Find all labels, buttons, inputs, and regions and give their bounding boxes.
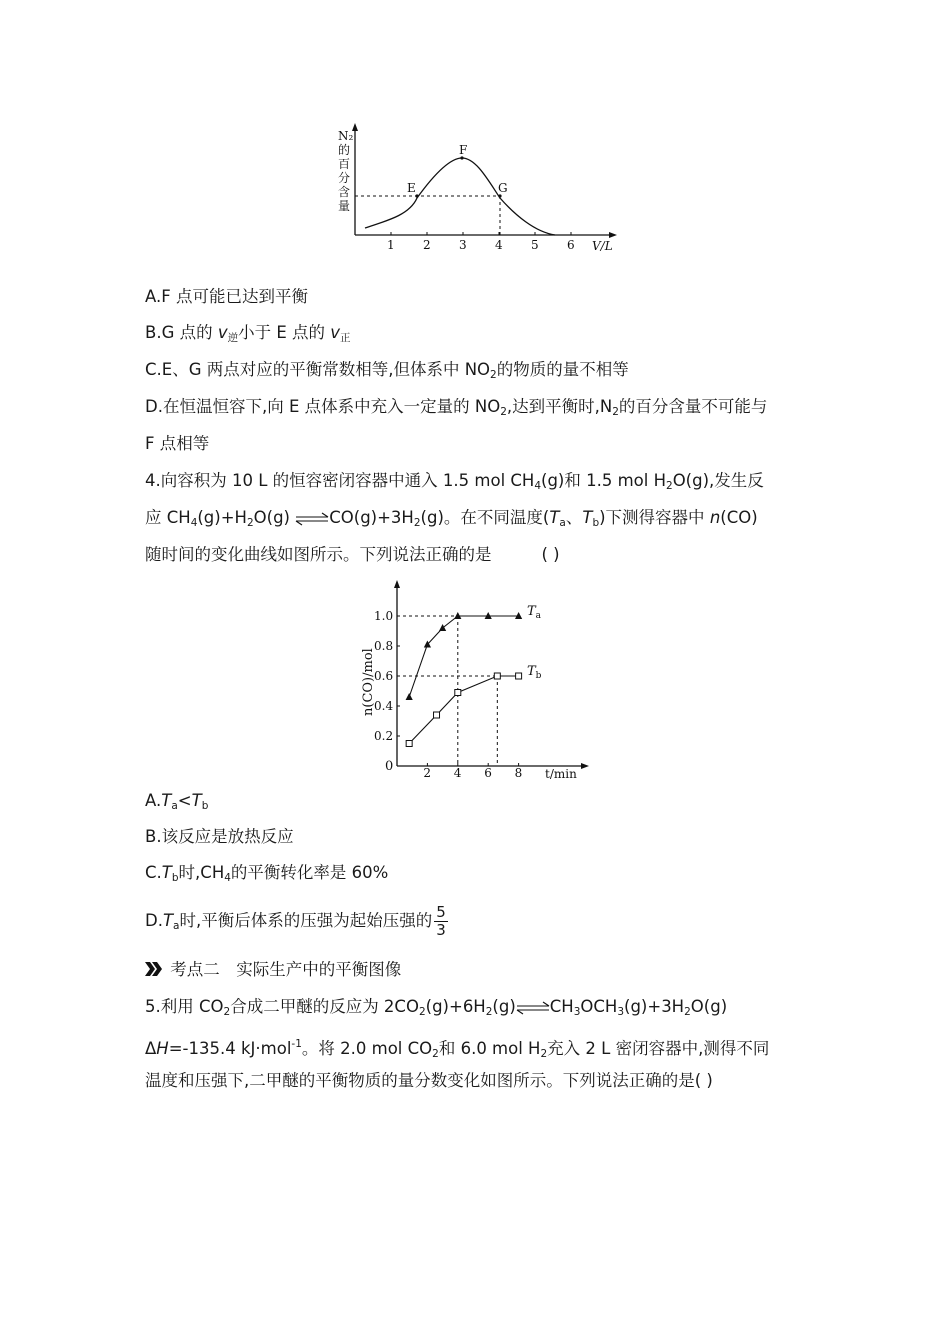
x-axis-label: V/L (592, 239, 613, 253)
q3-option-c: C.E、G 两点对应的平衡常数相等,但体系中 $NO_2$的物质的量不相等 (145, 360, 629, 381)
point-tb (406, 741, 412, 747)
point-e-marker (415, 194, 418, 197)
figure-nco-chart (355, 576, 595, 781)
q3-option-b: B.G 点的 $v_逆$小于 E 点的 $v_正$ (145, 323, 351, 344)
axis-ticks (374, 609, 522, 780)
x-tick-label: 8 (514, 766, 523, 780)
x-tick-label: 4 (495, 238, 503, 252)
y-tick-label: 0.8 (374, 639, 394, 653)
y-axis-arrow (394, 580, 400, 588)
point-tb (516, 673, 522, 679)
series-line-ta (409, 616, 518, 697)
y-label-char: 含 (338, 185, 351, 199)
origin-label: 0 (385, 759, 394, 774)
q4-option-d: $D.T_a$时,平衡后体系的压强为起始压强的 $\frac{5}{3}$ (145, 903, 446, 939)
x-tick-label: 4 (453, 766, 462, 780)
q5-stem-line3: 温度和压强下,二甲醚的平衡物质的量分数变化如图所示。下列说法正确的是( ) (145, 1071, 713, 1090)
y-tick-label: 0.2 (374, 729, 394, 743)
x-axis-arrow (581, 763, 589, 769)
q5-stem-line1: 5.利用 $CO_2$合成二甲醚的反应为 $2CO_2(g)+6H_2(g)$ $CH_3OCH_3(g)+3H_2O(g)$ (145, 997, 728, 1018)
figure-n2-curve (330, 120, 620, 255)
point-tb (434, 712, 440, 718)
point-tb (455, 690, 461, 696)
x-tick-label: 6 (484, 766, 492, 780)
point-ta (439, 624, 446, 631)
y-tick-label: 1.0 (374, 609, 394, 623)
point-g-label: G (498, 181, 508, 195)
q3-option-a (145, 285, 308, 309)
point-e-label: E (407, 181, 416, 195)
q4-option-a: $A.T_a<T_b$ (145, 791, 209, 812)
double-chevron-icon (145, 962, 163, 976)
q4-stem-line3: 随时间的变化曲线如图所示。下列说法正确的是 ( ) (145, 545, 560, 564)
fraction-5-3: $\frac{5}{3}$ (436, 903, 446, 939)
series-ta-label: $T_a$ (527, 604, 542, 621)
series-tb-label: $T_b$ (527, 664, 542, 681)
q4-stem-line2: 应 $CH_4(g)+H_2O(g)$ $CO(g)+3H_2(g)$。在不同温度($T_a$、$T_b$)下测得容器中 n(CO) (145, 508, 758, 529)
q3-option-a-text: A.F 点可能已达到平衡 (145, 287, 308, 306)
answer-blank: ( ) (541, 545, 560, 564)
q3-option-d-line1: D.在恒温恒容下,向 E 点体系中充入一定量的 $NO_2$,达到平衡时$,N_2$的百分含量不可能与 (145, 397, 768, 418)
y-tick-label: 0.6 (374, 669, 394, 683)
y-axis-label (338, 129, 354, 213)
x-tick-label: 1 (387, 238, 395, 252)
point-ta (406, 693, 413, 700)
x-tick-label: 3 (459, 238, 467, 252)
q3-option-d-line2: F 点相等 (145, 434, 210, 453)
series-line-tb (409, 676, 518, 744)
section-header (145, 958, 401, 982)
y-label-char: 分 (338, 171, 351, 185)
series-group (406, 612, 523, 747)
y-tick-label: 0.4 (374, 699, 394, 713)
point-f-label: F (459, 143, 468, 157)
equilibrium-arrow-icon (295, 512, 329, 526)
y-axis-label: n(CO)/mol (361, 648, 376, 716)
y-label-char: 量 (338, 199, 351, 213)
y-label-char: 的 (338, 143, 351, 157)
x-axis-arrow (609, 232, 617, 238)
q4-option-c: $C.T_b$时$,CH_4$的平衡转化率是 60% (145, 863, 389, 884)
y-label-char: 百 (338, 157, 351, 171)
section-title: 考点二 实际生产中的平衡图像 (170, 960, 402, 979)
x-tick-label: 6 (567, 238, 575, 252)
q4-option-b: B.该反应是放热反应 (145, 827, 294, 846)
x-axis-label: t/min (545, 767, 577, 781)
x-tick-label: 2 (423, 238, 431, 252)
q5-stem-line2: ΔH=-135.4 kJ·mol$^{-1}$。将 2.0 mol $CO_2$和 6.0 mol $H_2$充入 2 L 密闭容器中,测得不同 (145, 1038, 770, 1060)
x-tick-label: 2 (423, 766, 432, 780)
y-label-char: N₂ (338, 129, 354, 143)
equilibrium-arrow-icon (516, 1001, 550, 1015)
point-tb (494, 673, 500, 679)
q4-stem-line1: 4.向容积为 10 L 的恒容密闭容器中通入 1.5 mol $CH_4(g)$和 1.5 mol $H_2O(g)$,发生反 (145, 471, 764, 492)
x-tick-label: 5 (531, 238, 539, 252)
